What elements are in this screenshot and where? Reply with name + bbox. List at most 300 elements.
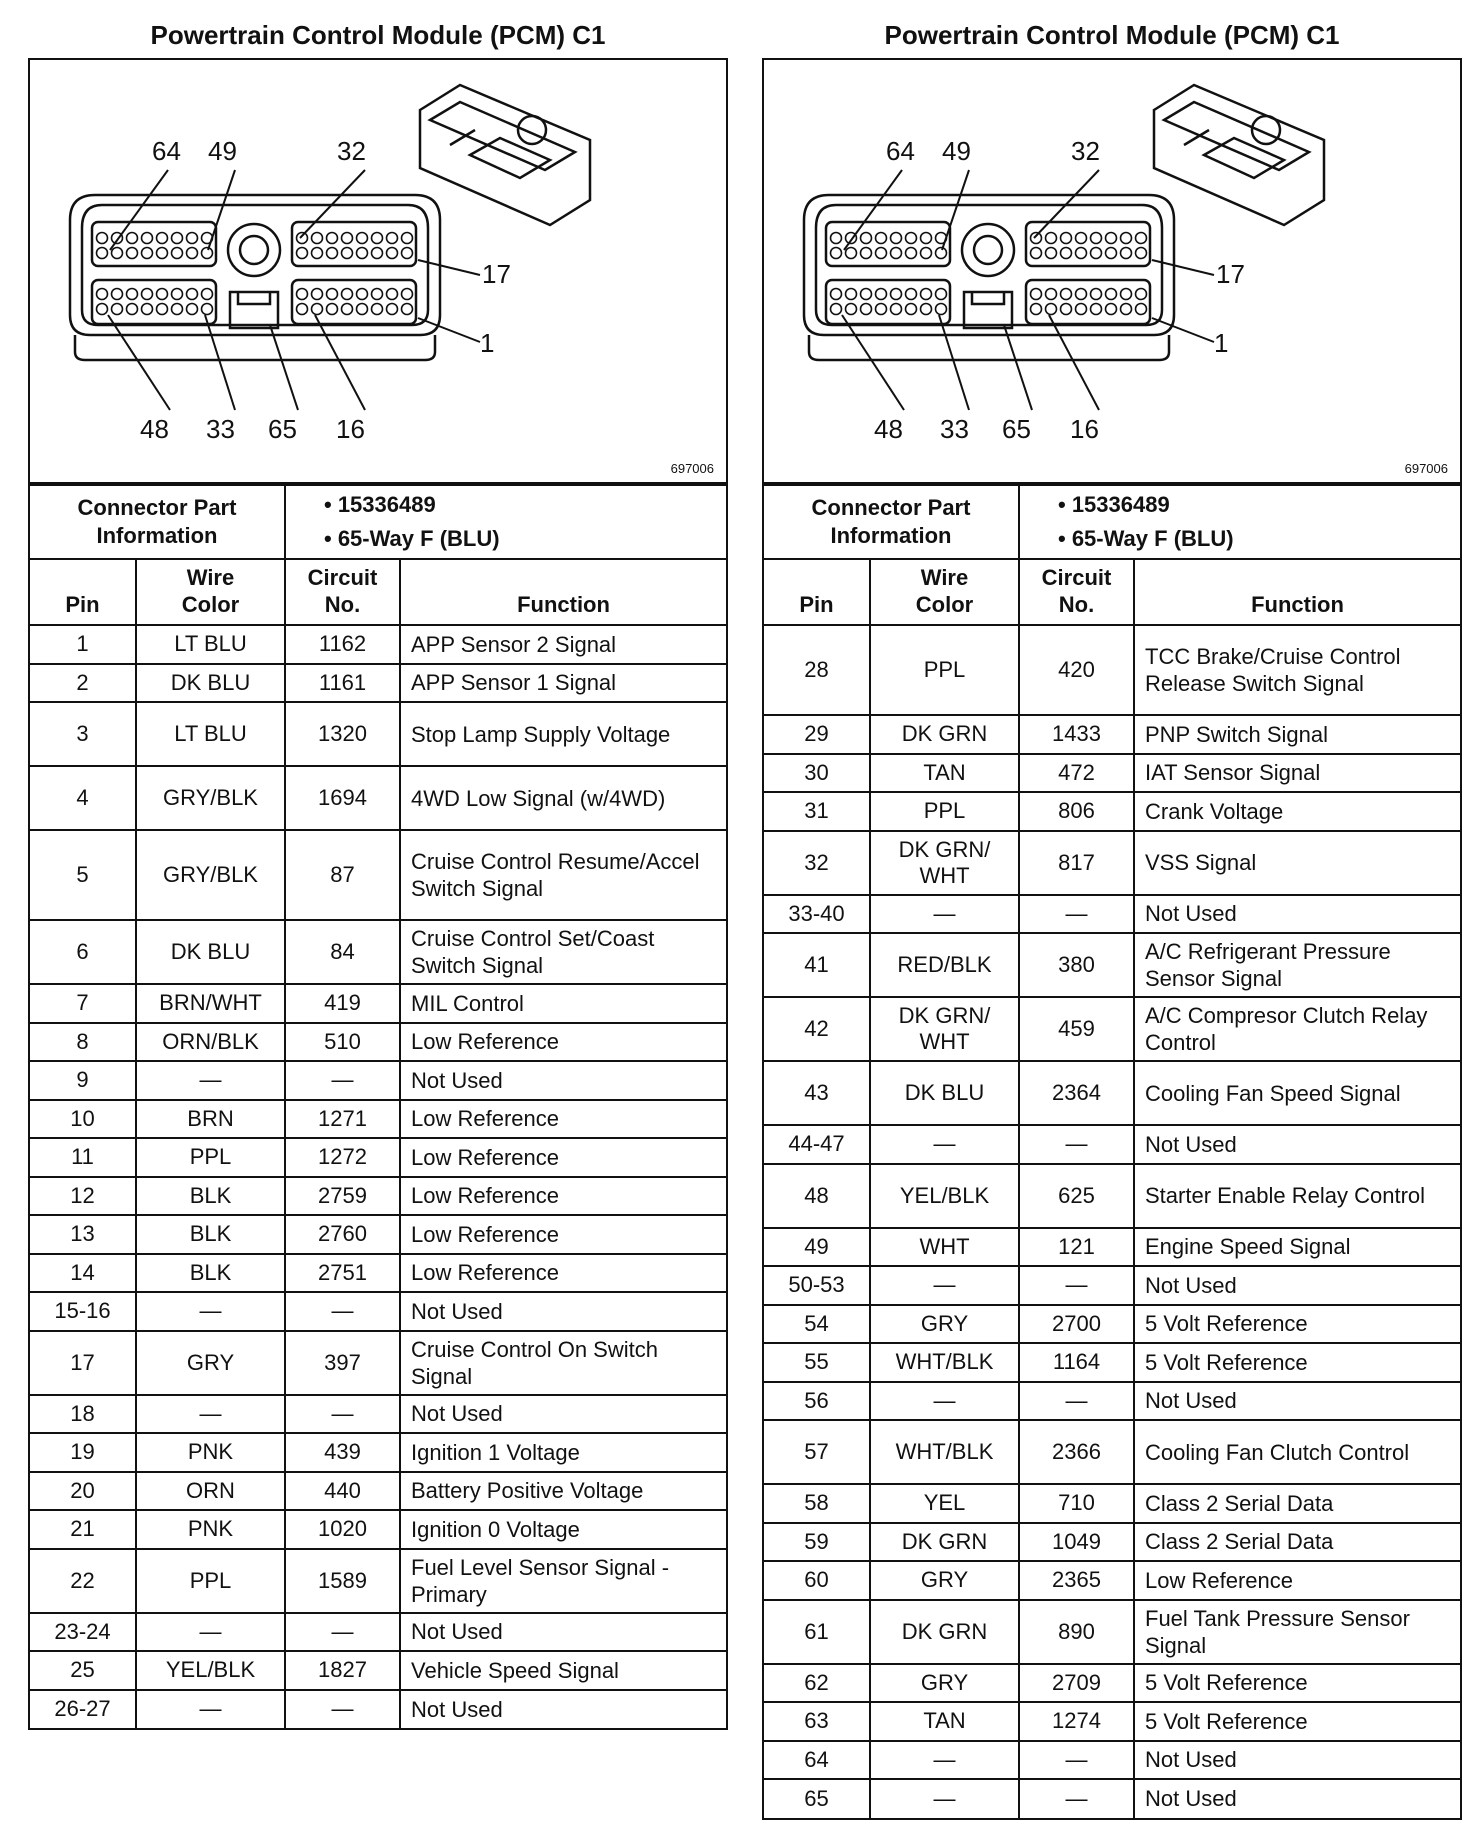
wire-color-cell: PPL bbox=[870, 792, 1019, 831]
table-row bbox=[764, 1382, 1460, 1421]
wire-color-cell: GRY bbox=[870, 1664, 1019, 1703]
table-row bbox=[764, 1125, 1460, 1164]
circuit-cell: 2759 bbox=[285, 1177, 400, 1216]
function-cell: Not Used bbox=[400, 1690, 726, 1729]
wire-color-cell: WHT/BLK bbox=[870, 1343, 1019, 1382]
pin-cell: 61 bbox=[764, 1600, 870, 1664]
wire-color-cell: BRN bbox=[136, 1100, 285, 1139]
cavity-lower-right bbox=[292, 280, 416, 324]
wire-color-cell: — bbox=[870, 1779, 1019, 1818]
circuit-cell: 472 bbox=[1019, 754, 1134, 793]
function-cell: Cooling Fan Speed Signal bbox=[1134, 1061, 1460, 1125]
pin-hole bbox=[876, 248, 887, 259]
pin-cell: 28 bbox=[764, 625, 870, 715]
pin-hole bbox=[1106, 289, 1117, 300]
pin-hole bbox=[297, 289, 308, 300]
leader-line bbox=[110, 170, 168, 250]
table-row bbox=[764, 1561, 1460, 1600]
pin-hole bbox=[372, 304, 383, 315]
header-function: Function bbox=[1134, 559, 1460, 625]
pin-hole bbox=[357, 304, 368, 315]
function-cell: Not Used bbox=[1134, 1779, 1460, 1818]
circuit-cell: 1271 bbox=[285, 1100, 400, 1139]
left-panel bbox=[28, 0, 728, 1730]
function-cell: Starter Enable Relay Control bbox=[1134, 1164, 1460, 1228]
connector-part-label bbox=[30, 485, 285, 558]
pin-callout-label: 32 bbox=[337, 136, 366, 166]
wire-color-cell: GRY bbox=[870, 1561, 1019, 1600]
pin-hole bbox=[1076, 233, 1087, 244]
table-row bbox=[30, 766, 726, 830]
circuit-cell: 121 bbox=[1019, 1228, 1134, 1267]
table-row bbox=[764, 1484, 1460, 1523]
pin-cell: 17 bbox=[30, 1331, 136, 1395]
pin-hole bbox=[1046, 289, 1057, 300]
pin-hole bbox=[112, 248, 123, 259]
pin-hole bbox=[157, 233, 168, 244]
circuit-cell: — bbox=[1019, 1741, 1134, 1780]
panel-box bbox=[762, 58, 1462, 1820]
circuit-cell: 2760 bbox=[285, 1215, 400, 1254]
pin-cell: 42 bbox=[764, 997, 870, 1061]
wire-color-cell: LT BLU bbox=[136, 625, 285, 664]
pin-callout-label: 65 bbox=[1002, 414, 1031, 444]
pin-cell: 23-24 bbox=[30, 1613, 136, 1652]
pin-hole bbox=[387, 233, 398, 244]
pin-callout-label: 16 bbox=[336, 414, 365, 444]
pin-hole bbox=[297, 304, 308, 315]
pin-cell: 5 bbox=[30, 830, 136, 920]
connector-diagram bbox=[764, 60, 1460, 484]
pin-hole bbox=[187, 289, 198, 300]
pin-hole bbox=[936, 304, 947, 315]
pin-hole bbox=[327, 289, 338, 300]
pin-cell: 1 bbox=[30, 625, 136, 664]
pin-cell: 4 bbox=[30, 766, 136, 830]
pin-hole bbox=[1076, 248, 1087, 259]
pin-hole bbox=[357, 248, 368, 259]
table-row bbox=[30, 1510, 726, 1549]
wire-color-cell: BRN/WHT bbox=[136, 984, 285, 1023]
pin-hole bbox=[342, 233, 353, 244]
header-circuit-line2: No. bbox=[324, 592, 361, 617]
pin-hole bbox=[891, 304, 902, 315]
circuit-cell: 2364 bbox=[1019, 1061, 1134, 1125]
circuit-cell: — bbox=[1019, 1382, 1134, 1421]
pin-hole bbox=[921, 304, 932, 315]
leader-line bbox=[418, 318, 480, 342]
pin-hole bbox=[846, 248, 857, 259]
pin-callout-label: 48 bbox=[874, 414, 903, 444]
function-cell: Crank Voltage bbox=[1134, 792, 1460, 831]
function-cell: PNP Switch Signal bbox=[1134, 715, 1460, 754]
pin-hole bbox=[1091, 304, 1102, 315]
pin-cell: 7 bbox=[30, 984, 136, 1023]
circuit-cell: 625 bbox=[1019, 1164, 1134, 1228]
circuit-cell: 2709 bbox=[1019, 1664, 1134, 1703]
pin-hole bbox=[142, 289, 153, 300]
leader-line bbox=[844, 170, 902, 250]
pin-cell: 44-47 bbox=[764, 1125, 870, 1164]
connector-description: • 65-Way F (BLU) bbox=[324, 526, 500, 551]
header-pin: Pin bbox=[764, 559, 870, 625]
pin-hole bbox=[891, 289, 902, 300]
pin-hole bbox=[1106, 233, 1117, 244]
table-row bbox=[30, 830, 726, 920]
pin-cell: 31 bbox=[764, 792, 870, 831]
pin-hole bbox=[172, 289, 183, 300]
table-row bbox=[764, 1305, 1460, 1344]
wire-color-cell: DK BLU bbox=[136, 920, 285, 984]
pin-hole bbox=[127, 248, 138, 259]
pin-hole bbox=[1061, 289, 1072, 300]
wire-color-cell: PPL bbox=[136, 1138, 285, 1177]
wire-color-cell: DK GRN/ WHT bbox=[870, 831, 1019, 895]
function-cell: Low Reference bbox=[400, 1254, 726, 1293]
function-cell: Engine Speed Signal bbox=[1134, 1228, 1460, 1267]
pin-hole bbox=[342, 248, 353, 259]
table-row bbox=[30, 1472, 726, 1511]
pin-cell: 65 bbox=[764, 1779, 870, 1818]
circuit-cell: 806 bbox=[1019, 792, 1134, 831]
pin-hole bbox=[142, 233, 153, 244]
function-cell: IAT Sensor Signal bbox=[1134, 754, 1460, 793]
pin-hole bbox=[1031, 304, 1042, 315]
pin-cell: 50-53 bbox=[764, 1266, 870, 1305]
pin-hole bbox=[1061, 233, 1072, 244]
wire-color-cell: PNK bbox=[136, 1510, 285, 1549]
pin-cell: 15-16 bbox=[30, 1292, 136, 1331]
wire-color-cell: — bbox=[136, 1613, 285, 1652]
pin-hole bbox=[1121, 304, 1132, 315]
circuit-cell: — bbox=[1019, 1125, 1134, 1164]
table-row bbox=[764, 1664, 1460, 1703]
circuit-cell: 2366 bbox=[1019, 1420, 1134, 1484]
pin-hole bbox=[327, 233, 338, 244]
pin-hole bbox=[1136, 248, 1147, 259]
table-row bbox=[764, 1266, 1460, 1305]
circuit-cell: — bbox=[1019, 895, 1134, 934]
pin-hole bbox=[342, 304, 353, 315]
pin-hole bbox=[1046, 304, 1057, 315]
pin-hole bbox=[906, 248, 917, 259]
wire-color-cell: — bbox=[870, 1266, 1019, 1305]
center-latch bbox=[964, 292, 1012, 328]
function-cell: 4WD Low Signal (w/4WD) bbox=[400, 766, 726, 830]
function-cell: Cooling Fan Clutch Control bbox=[1134, 1420, 1460, 1484]
function-cell: Low Reference bbox=[400, 1100, 726, 1139]
circuit-cell: — bbox=[1019, 1779, 1134, 1818]
pin-hole bbox=[312, 233, 323, 244]
pin-hole bbox=[157, 248, 168, 259]
wire-color-cell: — bbox=[870, 1382, 1019, 1421]
pin-hole bbox=[202, 304, 213, 315]
connector-part-info bbox=[1019, 485, 1460, 558]
right-panel bbox=[762, 0, 1462, 1820]
circuit-cell: 439 bbox=[285, 1433, 400, 1472]
pin-hole bbox=[831, 289, 842, 300]
pin-hole bbox=[1121, 289, 1132, 300]
function-cell: Not Used bbox=[400, 1292, 726, 1331]
pin-hole bbox=[876, 304, 887, 315]
pin-hole bbox=[936, 248, 947, 259]
pin-cell: 14 bbox=[30, 1254, 136, 1293]
table-row bbox=[30, 1177, 726, 1216]
pin-hole bbox=[402, 233, 413, 244]
panel-box bbox=[28, 58, 728, 1730]
pin-hole bbox=[127, 304, 138, 315]
pin-hole bbox=[891, 233, 902, 244]
pin-hole bbox=[921, 233, 932, 244]
cavity-upper-right bbox=[292, 222, 416, 266]
circuit-cell: 420 bbox=[1019, 625, 1134, 715]
pinout-table bbox=[764, 558, 1460, 1818]
pin-cell: 54 bbox=[764, 1305, 870, 1344]
pin-callout-label: 48 bbox=[140, 414, 169, 444]
header-circuit-no bbox=[285, 559, 400, 625]
pin-hole bbox=[906, 304, 917, 315]
pin-hole bbox=[1136, 289, 1147, 300]
pin-hole bbox=[831, 248, 842, 259]
wire-color-cell: BLK bbox=[136, 1254, 285, 1293]
function-cell: Ignition 0 Voltage bbox=[400, 1510, 726, 1549]
header-function: Function bbox=[400, 559, 726, 625]
center-post-hole bbox=[240, 236, 268, 264]
pinout-rows bbox=[30, 625, 726, 1728]
table-row bbox=[764, 933, 1460, 997]
leader-line bbox=[1004, 325, 1032, 410]
circuit-cell: — bbox=[1019, 1266, 1134, 1305]
table-row bbox=[30, 1023, 726, 1062]
table-row bbox=[764, 1343, 1460, 1382]
pin-hole bbox=[1136, 233, 1147, 244]
pin-hole bbox=[1121, 233, 1132, 244]
pin-callout-label: 33 bbox=[206, 414, 235, 444]
wire-color-cell: BLK bbox=[136, 1177, 285, 1216]
wire-color-cell: — bbox=[136, 1690, 285, 1729]
wire-color-cell: — bbox=[136, 1292, 285, 1331]
function-cell: Not Used bbox=[1134, 895, 1460, 934]
pin-hole bbox=[1136, 304, 1147, 315]
table-row bbox=[30, 984, 726, 1023]
pin-hole bbox=[402, 304, 413, 315]
function-cell: Not Used bbox=[1134, 1266, 1460, 1305]
table-row bbox=[764, 715, 1460, 754]
cavity-upper-left bbox=[826, 222, 950, 266]
pin-cell: 12 bbox=[30, 1177, 136, 1216]
circuit-cell: 397 bbox=[285, 1331, 400, 1395]
pin-hole bbox=[846, 289, 857, 300]
pin-cell: 3 bbox=[30, 702, 136, 766]
pin-hole bbox=[861, 248, 872, 259]
wire-color-cell: — bbox=[870, 1741, 1019, 1780]
pin-hole bbox=[372, 289, 383, 300]
function-cell: APP Sensor 2 Signal bbox=[400, 625, 726, 664]
pin-hole bbox=[906, 289, 917, 300]
wire-color-cell: GRY bbox=[136, 1331, 285, 1395]
pin-cell: 56 bbox=[764, 1382, 870, 1421]
connector-description: • 65-Way F (BLU) bbox=[1058, 526, 1234, 551]
pin-hole bbox=[372, 233, 383, 244]
header-wire-line1: Wire bbox=[186, 565, 235, 590]
pin-hole bbox=[846, 304, 857, 315]
function-cell: Low Reference bbox=[400, 1215, 726, 1254]
wire-color-cell: YEL/BLK bbox=[870, 1164, 1019, 1228]
connector-info-table bbox=[30, 484, 726, 558]
table-row bbox=[764, 1164, 1460, 1228]
panel-title: Powertrain Control Module (PCM) C1 bbox=[884, 20, 1340, 50]
pin-cell: 59 bbox=[764, 1523, 870, 1562]
pin-hole bbox=[387, 248, 398, 259]
wire-color-cell: DK GRN bbox=[870, 1523, 1019, 1562]
circuit-cell: 1161 bbox=[285, 664, 400, 703]
wire-color-cell: — bbox=[870, 1125, 1019, 1164]
function-cell: Class 2 Serial Data bbox=[1134, 1523, 1460, 1562]
pin-cell: 32 bbox=[764, 831, 870, 895]
pin-hole bbox=[1106, 248, 1117, 259]
wire-color-cell: ORN bbox=[136, 1472, 285, 1511]
pin-hole bbox=[921, 248, 932, 259]
table-row bbox=[764, 625, 1460, 715]
pin-hole bbox=[387, 304, 398, 315]
circuit-cell: 1589 bbox=[285, 1549, 400, 1613]
function-cell: Cruise Control Set/Coast Switch Signal bbox=[400, 920, 726, 984]
pin-callout-label: 17 bbox=[1216, 259, 1245, 289]
circuit-cell: — bbox=[285, 1061, 400, 1100]
connector-label-line1: Connector Part bbox=[811, 495, 971, 520]
pin-callout-label: 1 bbox=[480, 328, 495, 358]
function-cell: Not Used bbox=[400, 1395, 726, 1434]
wire-color-cell: TAN bbox=[870, 1702, 1019, 1741]
pin-hole bbox=[97, 289, 108, 300]
pin-hole bbox=[172, 248, 183, 259]
function-cell: Battery Positive Voltage bbox=[400, 1472, 726, 1511]
pin-hole bbox=[297, 248, 308, 259]
pin-hole bbox=[312, 248, 323, 259]
table-row bbox=[30, 1061, 726, 1100]
pin-hole bbox=[1076, 304, 1087, 315]
pin-cell: 26-27 bbox=[30, 1690, 136, 1729]
pin-cell: 9 bbox=[30, 1061, 136, 1100]
pin-callout-label: 32 bbox=[1071, 136, 1100, 166]
table-row bbox=[30, 1690, 726, 1729]
pinout-table bbox=[30, 558, 726, 1728]
pin-hole bbox=[357, 289, 368, 300]
connector-3d-body bbox=[1154, 85, 1324, 225]
wire-color-cell: YEL/BLK bbox=[136, 1651, 285, 1690]
connector-label-line2: Information bbox=[830, 523, 952, 548]
circuit-cell: — bbox=[285, 1395, 400, 1434]
header-wire-line1: Wire bbox=[920, 565, 969, 590]
function-cell: APP Sensor 1 Signal bbox=[400, 664, 726, 703]
pinout-rows bbox=[764, 625, 1460, 1818]
table-row bbox=[30, 1215, 726, 1254]
pin-hole bbox=[876, 289, 887, 300]
pin-hole bbox=[342, 289, 353, 300]
header-wire-color bbox=[136, 559, 285, 625]
function-cell: 5 Volt Reference bbox=[1134, 1664, 1460, 1703]
wire-color-cell: — bbox=[870, 895, 1019, 934]
pin-callout-label: 16 bbox=[1070, 414, 1099, 444]
table-row bbox=[764, 1061, 1460, 1125]
leader-line bbox=[1049, 315, 1099, 410]
pin-hole bbox=[312, 304, 323, 315]
wire-color-cell: DK GRN bbox=[870, 715, 1019, 754]
function-cell: Not Used bbox=[1134, 1741, 1460, 1780]
pin-cell: 64 bbox=[764, 1741, 870, 1780]
pin-hole bbox=[1031, 233, 1042, 244]
circuit-cell: 2365 bbox=[1019, 1561, 1134, 1600]
leader-line bbox=[108, 315, 170, 410]
pin-cell: 63 bbox=[764, 1702, 870, 1741]
connector-info-table bbox=[764, 484, 1460, 558]
leader-line bbox=[270, 325, 298, 410]
pin-hole bbox=[1121, 248, 1132, 259]
function-cell: Low Reference bbox=[400, 1138, 726, 1177]
pin-hole bbox=[1091, 289, 1102, 300]
function-cell: 5 Volt Reference bbox=[1134, 1702, 1460, 1741]
pin-hole bbox=[876, 233, 887, 244]
pin-hole bbox=[112, 289, 123, 300]
pin-cell: 21 bbox=[30, 1510, 136, 1549]
pin-callout-label: 65 bbox=[268, 414, 297, 444]
cavity-lower-right bbox=[1026, 280, 1150, 324]
pin-hole bbox=[1091, 233, 1102, 244]
pin-hole bbox=[327, 248, 338, 259]
circuit-cell: 380 bbox=[1019, 933, 1134, 997]
circuit-cell: 1694 bbox=[285, 766, 400, 830]
table-row bbox=[764, 1779, 1460, 1818]
header-wire-line2: Color bbox=[181, 592, 240, 617]
function-cell: Stop Lamp Supply Voltage bbox=[400, 702, 726, 766]
pin-cell: 33-40 bbox=[764, 895, 870, 934]
table-row bbox=[764, 1741, 1460, 1780]
pin-hole bbox=[187, 248, 198, 259]
pin-hole bbox=[861, 304, 872, 315]
pin-hole bbox=[1031, 289, 1042, 300]
circuit-cell: 1272 bbox=[285, 1138, 400, 1177]
connector-part-info bbox=[285, 485, 726, 558]
wire-color-cell: TAN bbox=[870, 754, 1019, 793]
table-row bbox=[764, 831, 1460, 895]
pin-cell: 22 bbox=[30, 1549, 136, 1613]
wire-color-cell: GRY bbox=[870, 1305, 1019, 1344]
pin-cell: 25 bbox=[30, 1651, 136, 1690]
header-pin: Pin bbox=[30, 559, 136, 625]
pin-hole bbox=[1046, 233, 1057, 244]
table-row bbox=[30, 664, 726, 703]
connector-3d-face bbox=[430, 102, 575, 170]
wire-color-cell: WHT/BLK bbox=[870, 1420, 1019, 1484]
pin-cell: 43 bbox=[764, 1061, 870, 1125]
circuit-cell: 419 bbox=[285, 984, 400, 1023]
pin-hole bbox=[157, 289, 168, 300]
circuit-cell: — bbox=[285, 1292, 400, 1331]
pin-hole bbox=[1106, 304, 1117, 315]
header-wire-color bbox=[870, 559, 1019, 625]
function-cell: Not Used bbox=[400, 1613, 726, 1652]
pin-hole bbox=[861, 233, 872, 244]
function-cell: A/C Compresor Clutch Relay Control bbox=[1134, 997, 1460, 1061]
wire-color-cell: PPL bbox=[136, 1549, 285, 1613]
pin-hole bbox=[1046, 248, 1057, 259]
wire-color-cell: BLK bbox=[136, 1215, 285, 1254]
function-cell: Low Reference bbox=[400, 1023, 726, 1062]
pin-hole bbox=[157, 304, 168, 315]
center-post bbox=[228, 224, 280, 276]
pin-cell: 55 bbox=[764, 1343, 870, 1382]
table-row bbox=[764, 1523, 1460, 1562]
